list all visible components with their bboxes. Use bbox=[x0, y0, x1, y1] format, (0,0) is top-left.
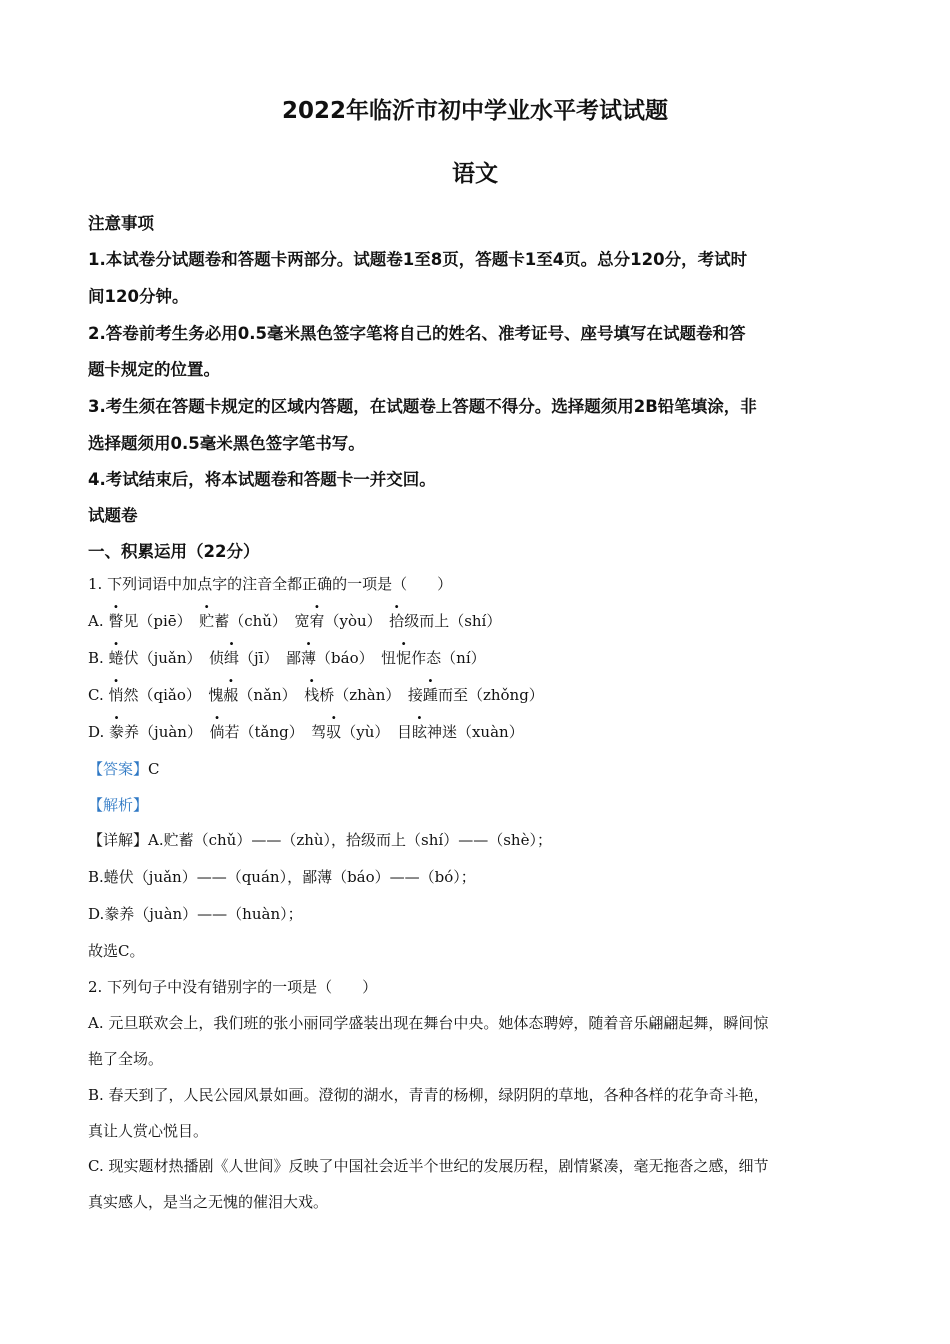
dotted-char: 栈 bbox=[304, 686, 320, 704]
option-text: （nǎn） bbox=[238, 686, 290, 704]
option-label: B. bbox=[88, 649, 109, 667]
notice-line: 4.考试结束后，将本试题卷和答题卡一并交回。 bbox=[88, 470, 436, 489]
spacer bbox=[289, 686, 304, 704]
dotted-char: 蜷 bbox=[108, 649, 124, 667]
dotted-char: 薄 bbox=[301, 649, 317, 667]
option-text: 桥（zhàn） bbox=[319, 686, 393, 704]
dotted-char: 缉 bbox=[224, 649, 240, 667]
answer-value: C bbox=[148, 760, 160, 778]
option-label: A. bbox=[88, 612, 109, 630]
option-text: （yù） bbox=[341, 723, 382, 741]
spacer bbox=[194, 723, 209, 741]
dotted-char: 眩 bbox=[411, 723, 427, 741]
notice-line: 间120分钟。 bbox=[88, 287, 189, 306]
dotted-char: 倘 bbox=[209, 723, 225, 741]
option-text: 愧 bbox=[208, 686, 224, 704]
spacer bbox=[374, 612, 389, 630]
analysis-detail: 【详解】A.贮蓄（chǔ）——（zhù），拾级而上（shí）——（shè）； bbox=[88, 831, 552, 849]
q2-line: 真实感人，是当之无愧的催泪大戏。 bbox=[88, 1193, 329, 1211]
option-text: 伏（juǎn） bbox=[123, 649, 194, 667]
q2-line: A. 元旦联欢会上，我们班的张小丽同学盛装出现在舞台中央。她体态聘婷，随着音乐翩翩起舞，瞬间惊 bbox=[88, 1014, 769, 1032]
notice-line: 3.考生须在答题卡规定的区域内答题，在试题卷上答题不得分。选择题须用2B铅笔填涂，非 bbox=[88, 397, 757, 416]
notice-heading: 注意事项 bbox=[88, 214, 154, 233]
notice-line: 2.答卷前考生务必用0.5毫米黑色签字笔将自己的姓名、准考证号、座号填写在试题卷和答 bbox=[88, 324, 746, 343]
option-text: （yòu） bbox=[324, 612, 375, 630]
q1-option-a bbox=[88, 610, 501, 631]
analysis-detail: D.豢养（juàn）——（huàn）； bbox=[88, 905, 303, 923]
option-text: 目 bbox=[396, 723, 412, 741]
dotted-char: 怩 bbox=[396, 649, 412, 667]
option-text: （jī） bbox=[239, 649, 271, 667]
dotted-char: 瞥 bbox=[108, 612, 124, 630]
notice-line: 1.本试卷分试题卷和答题卡两部分。试题卷1至8页，答题卡1至4页。总分120分，考试时 bbox=[88, 250, 748, 269]
spacer bbox=[194, 649, 209, 667]
option-text: 侦 bbox=[209, 649, 225, 667]
dotted-char: 贮 bbox=[199, 612, 215, 630]
option-text: 养（juàn） bbox=[124, 723, 195, 741]
option-text: 鄙 bbox=[286, 649, 302, 667]
dotted-char: 宥 bbox=[309, 612, 325, 630]
option-text: 驾 bbox=[311, 723, 327, 741]
spacer bbox=[279, 612, 294, 630]
option-text: 蓄（chǔ） bbox=[214, 612, 280, 630]
q1-answer bbox=[88, 758, 160, 779]
option-text: 级而上（shí） bbox=[404, 612, 502, 630]
page-title: 2022年临沂市初中学业水平考试试题 bbox=[281, 98, 668, 124]
dotted-char: 驭 bbox=[326, 723, 342, 741]
option-label: C. bbox=[88, 686, 109, 704]
option-text: （báo） bbox=[316, 649, 367, 667]
notice-line: 选择题须用0.5毫米黑色签字笔书写。 bbox=[88, 434, 365, 453]
option-text: 而至（zhǒng） bbox=[437, 686, 544, 704]
notice-line: 题卡规定的位置。 bbox=[88, 360, 220, 379]
spacer bbox=[296, 723, 311, 741]
q1-option-d bbox=[88, 721, 524, 742]
spacer bbox=[366, 649, 381, 667]
section-heading: 一、积累运用（22分） bbox=[88, 542, 260, 561]
option-text: 宽 bbox=[294, 612, 310, 630]
q2-line: 艳了全场。 bbox=[88, 1050, 164, 1068]
q2-line: C. 现实题材热播剧《人世间》反映了中国社会近半个世纪的发展历程，剧情紧凑，毫无拖沓之感，细节 bbox=[88, 1157, 769, 1175]
question-2-stem: 2. 下列句子中没有错别字的一项是（ ） bbox=[88, 978, 378, 996]
option-text: 见（piē） bbox=[123, 612, 185, 630]
option-text: 忸 bbox=[381, 649, 397, 667]
option-text: 接 bbox=[407, 686, 423, 704]
subject-title: 语文 bbox=[452, 161, 498, 187]
option-text: 若（tǎng） bbox=[224, 723, 297, 741]
spacer bbox=[193, 686, 208, 704]
option-text: 神迷（xuàn） bbox=[426, 723, 524, 741]
dotted-char: 豢 bbox=[109, 723, 125, 741]
spacer bbox=[271, 649, 286, 667]
answer-label: 【答案】 bbox=[88, 760, 149, 778]
analysis-detail: B.蜷伏（juǎn）——（quán），鄙薄（báo）——（bó）； bbox=[88, 868, 476, 886]
analysis-label: 【解析】 bbox=[88, 796, 149, 814]
spacer bbox=[184, 612, 199, 630]
dotted-char: 拾 bbox=[389, 612, 405, 630]
dotted-char: 悄 bbox=[108, 686, 124, 704]
question-1-stem: 1. 下列词语中加点字的注音全都正确的一项是（ ） bbox=[88, 575, 453, 593]
q2-line: B. 春天到了，人民公园风景如画。澄彻的湖水，青青的杨柳，绿阴阴的草地，各种各样的花争奇斗艳， bbox=[88, 1086, 769, 1104]
spacer bbox=[382, 723, 397, 741]
dotted-char: 赧 bbox=[223, 686, 239, 704]
q1-option-b bbox=[88, 647, 486, 668]
q2-line: 真让人赏心悦目。 bbox=[88, 1122, 209, 1140]
dotted-char: 踵 bbox=[422, 686, 438, 704]
option-label: D. bbox=[88, 723, 110, 741]
option-text: 然（qiǎo） bbox=[123, 686, 194, 704]
q1-option-c bbox=[88, 684, 544, 705]
option-text: 作态（ní） bbox=[411, 649, 486, 667]
paper-heading: 试题卷 bbox=[88, 506, 138, 525]
spacer bbox=[393, 686, 408, 704]
analysis-conclusion: 故选C。 bbox=[88, 942, 145, 960]
